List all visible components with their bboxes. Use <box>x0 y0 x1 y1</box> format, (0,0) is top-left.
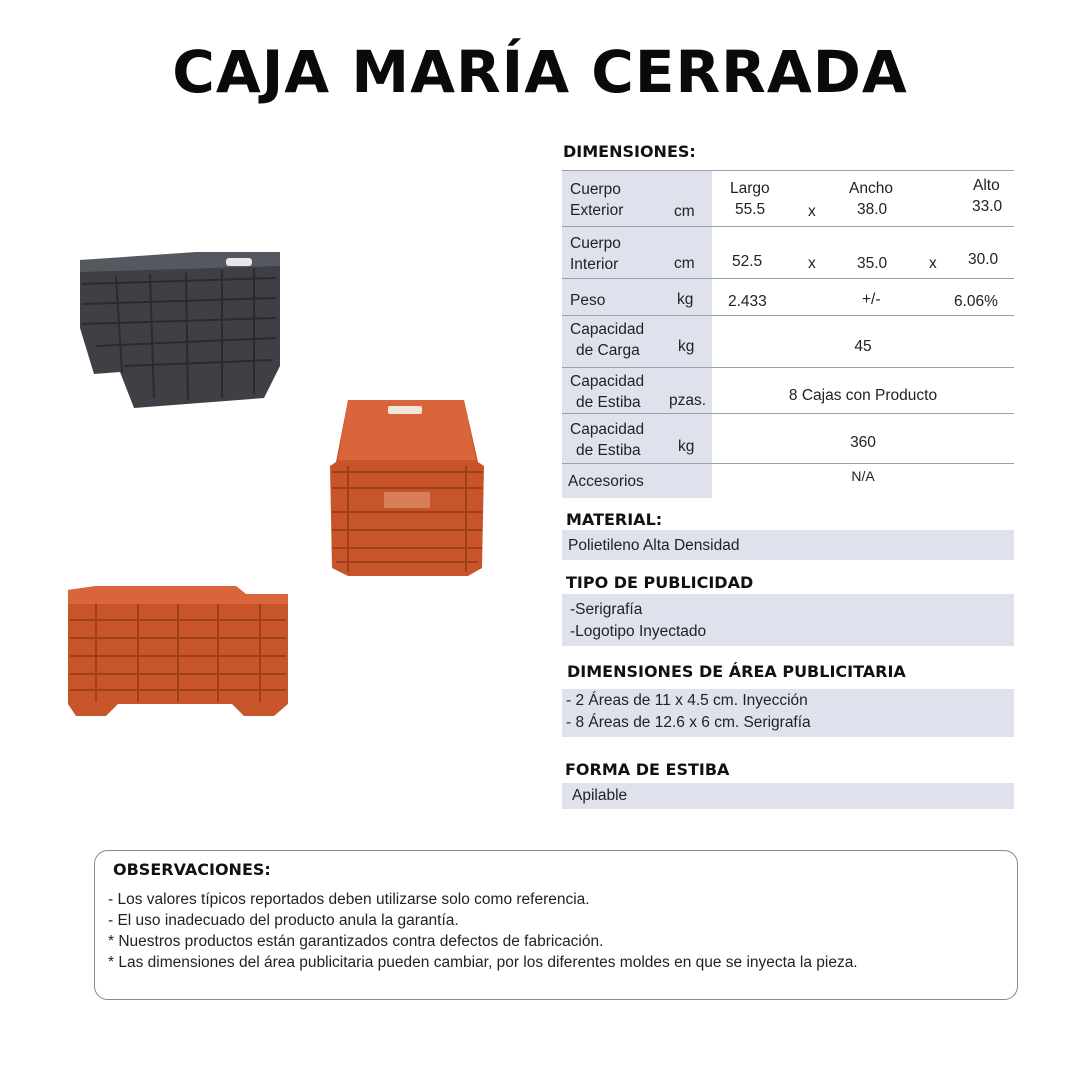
area-line-1: - 2 Áreas de 11 x 4.5 cm. Inyección <box>566 692 808 709</box>
estiba-kg-label-1: Capacidad <box>570 421 645 438</box>
row-exterior <box>562 171 1014 227</box>
header-ancho: Ancho <box>849 180 893 197</box>
carga-label-2: de Carga <box>576 342 640 359</box>
peso-label: Peso <box>570 292 606 309</box>
interior-label-2: Interior <box>570 256 619 273</box>
area-line-2: - 8 Áreas de 12.6 x 6 cm. Serigrafía <box>566 714 811 731</box>
estiba-band <box>562 783 1014 809</box>
material-band <box>562 530 1014 560</box>
interior-label-1: Cuerpo <box>570 235 621 252</box>
page-title: CAJA MARÍA CERRADA <box>172 38 908 106</box>
accesorios-label: Accesorios <box>568 473 644 490</box>
estiba-kg-value: 360 <box>850 434 876 451</box>
publicidad-heading: TIPO DE PUBLICIDAD <box>566 573 754 592</box>
dimensions-table <box>562 170 1014 498</box>
exterior-label-1: Cuerpo <box>570 181 621 198</box>
interior-x1: x <box>808 255 816 272</box>
peso-value: 2.433 <box>728 293 767 310</box>
area-heading: DIMENSIONES DE ÁREA PUBLICITARIA <box>567 662 906 681</box>
row-interior <box>562 227 1014 279</box>
estiba-pzas-label-1: Capacidad <box>570 373 645 390</box>
publicidad-line-1: -Serigrafía <box>570 601 643 618</box>
peso-percent: 6.06% <box>954 293 998 310</box>
crate-gray-image <box>76 248 284 410</box>
estiba-value: Apilable <box>572 787 628 804</box>
estiba-kg-label-2: de Estiba <box>576 442 641 459</box>
observacion-line-3: * Nuestros productos están garantizados contra defectos de fabricación. <box>108 933 604 950</box>
observacion-line-4: * Las dimensiones del área publicitaria pueden cambiar, por los diferentes moldes en que se inyecta la pieza. <box>108 954 858 971</box>
carga-unit: kg <box>678 338 695 355</box>
carga-value: 45 <box>854 338 872 355</box>
exterior-label-2: Exterior <box>570 202 624 219</box>
interior-unit: cm <box>674 255 695 272</box>
exterior-alto: 33.0 <box>972 198 1003 215</box>
row-capacidad-estiba-pzas <box>562 368 1014 414</box>
interior-alto: 30.0 <box>968 251 999 268</box>
publicidad-band <box>562 594 1014 646</box>
accesorios-value: N/A <box>851 468 875 484</box>
interior-x2: x <box>929 255 937 272</box>
crate-orange-front-image <box>328 396 486 578</box>
exterior-ancho: 38.0 <box>857 201 888 218</box>
interior-ancho: 35.0 <box>857 255 888 272</box>
estiba-pzas-label-2: de Estiba <box>576 394 641 411</box>
crate-orange-side-image <box>66 584 290 720</box>
header-largo: Largo <box>730 180 770 197</box>
row-capacidad-carga <box>562 316 1014 368</box>
observacion-line-1: - Los valores típicos reportados deben utilizarse solo como referencia. <box>108 891 590 908</box>
row-capacidad-estiba-kg <box>562 414 1014 464</box>
estiba-heading: FORMA DE ESTIBA <box>565 760 730 779</box>
observacion-line-2: - El uso inadecuado del producto anula la garantía. <box>108 912 459 929</box>
area-band <box>562 689 1014 737</box>
carga-label-1: Capacidad <box>570 321 645 338</box>
estiba-pzas-value: 8 Cajas con Producto <box>788 387 938 404</box>
dimensiones-heading: DIMENSIONES: <box>563 142 696 161</box>
interior-largo: 52.5 <box>732 253 763 270</box>
publicidad-line-2: -Logotipo Inyectado <box>570 623 707 640</box>
estiba-kg-unit: kg <box>678 438 695 455</box>
exterior-x1: x <box>808 203 816 220</box>
observaciones-heading: OBSERVACIONES: <box>113 860 271 879</box>
row-peso <box>562 279 1014 316</box>
material-value: Polietileno Alta Densidad <box>568 537 740 554</box>
exterior-largo: 55.5 <box>735 201 766 218</box>
observaciones-box <box>94 850 1018 1000</box>
row-accesorios <box>562 464 1014 498</box>
peso-tolerance: +/- <box>862 291 881 308</box>
estiba-pzas-unit: pzas. <box>669 392 707 409</box>
peso-unit: kg <box>677 291 694 308</box>
header-alto: Alto <box>973 177 1000 194</box>
material-heading: MATERIAL: <box>566 510 663 529</box>
exterior-unit: cm <box>674 203 695 220</box>
